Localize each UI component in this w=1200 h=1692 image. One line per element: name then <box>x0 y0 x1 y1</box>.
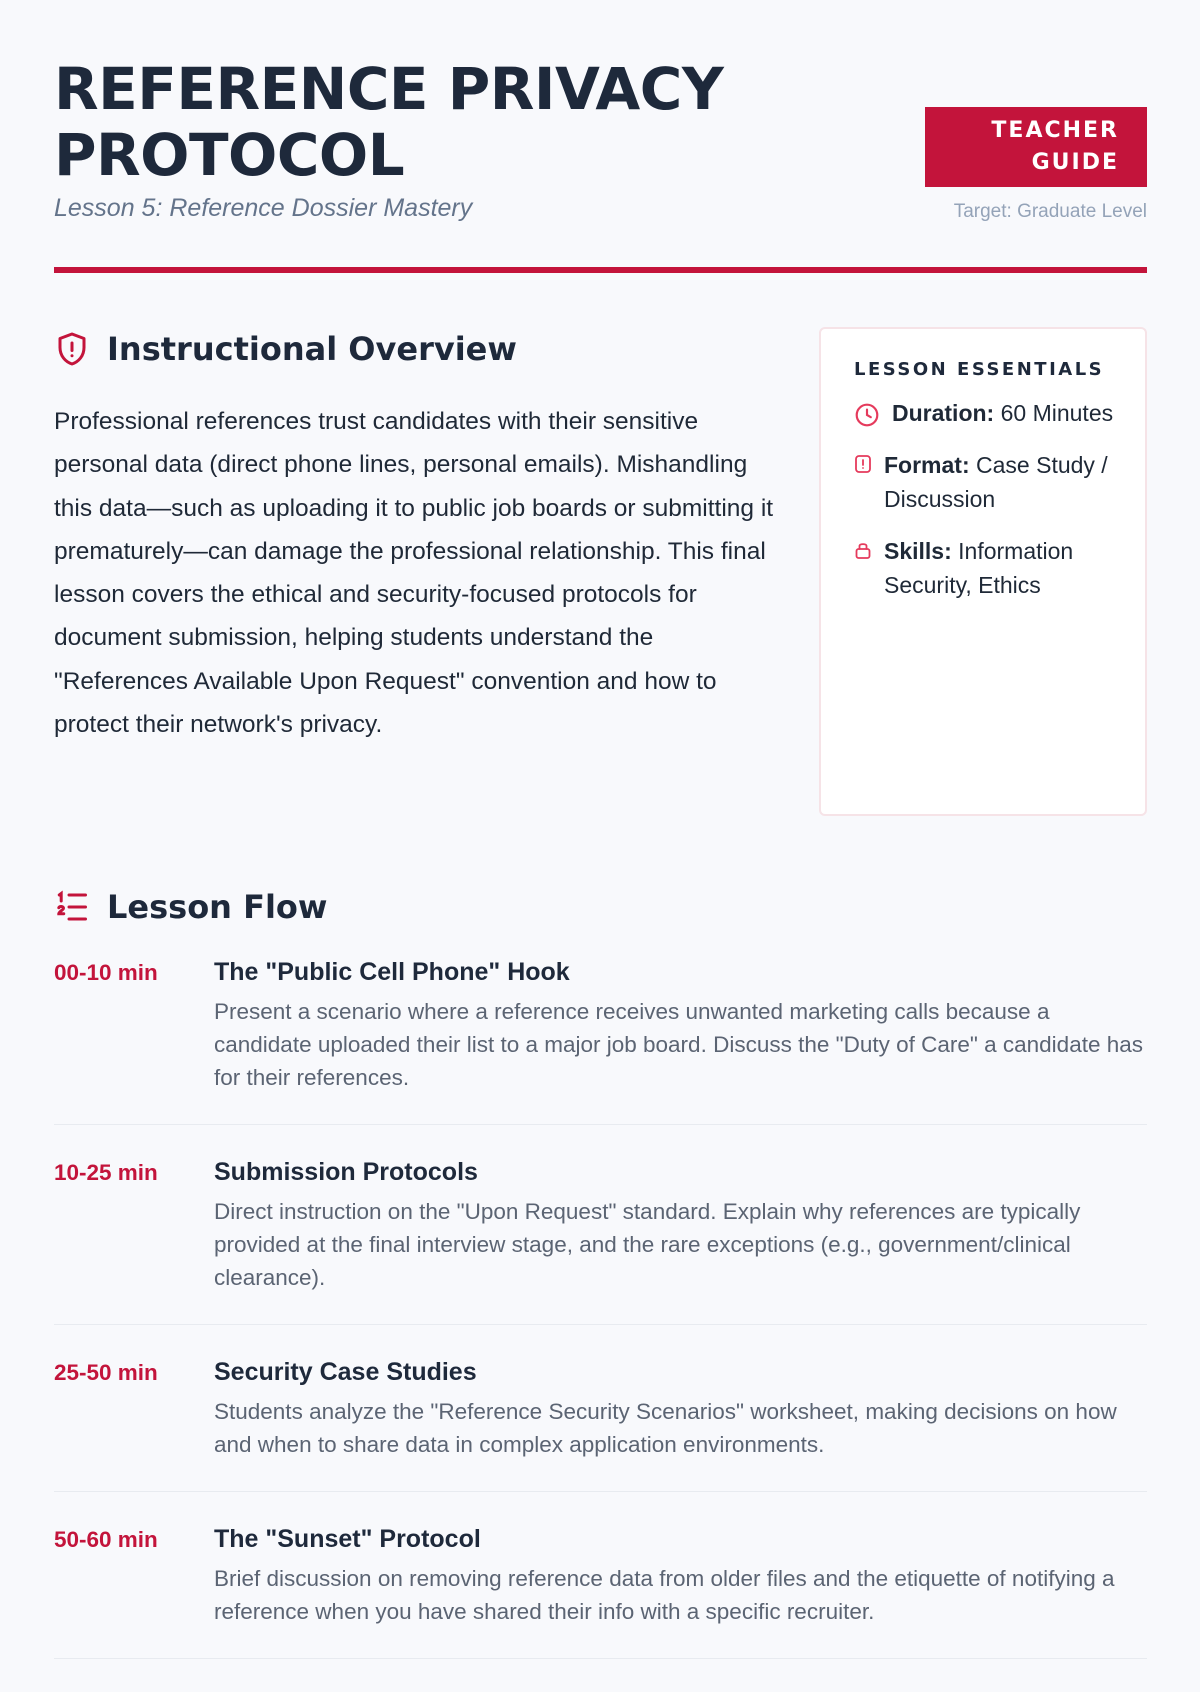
list-item <box>54 1358 1147 1492</box>
flow-title: Security Case Studies <box>214 1358 477 1386</box>
format-label: Format: <box>884 452 970 478</box>
flow-heading: Lesson Flow <box>107 888 328 926</box>
header-divider <box>54 267 1147 273</box>
page-title: REFERENCE PRIVACY PROTOCOL <box>54 55 724 189</box>
skills-label: Skills: <box>884 538 952 564</box>
list-item <box>54 1158 1147 1325</box>
list-item <box>54 1525 1147 1659</box>
flow-title: The "Sunset" Protocol <box>214 1525 481 1553</box>
flow-body <box>214 1525 1147 1628</box>
flow-description: Brief discussion on removing reference data from older files and the etiquette of notifying a reference when you have shared their info with a specific recruiter. <box>214 1566 1115 1624</box>
format-value: Case Study / Discussion <box>884 452 1108 512</box>
essential-duration <box>854 396 1124 430</box>
flow-description: Present a scenario where a reference receives unwanted marketing calls because a candidate uploaded their list to a major job board. Discuss the "Duty of Care" a candidate has for their references. <box>214 999 1144 1090</box>
shield-alert-icon <box>54 331 90 367</box>
flow-time: 00-10 min <box>54 960 158 985</box>
page-header <box>54 56 1147 230</box>
lesson-essentials-card <box>819 327 1147 816</box>
target-level: Target: Graduate Level <box>953 201 1147 222</box>
flow-title: The "Public Cell Phone" Hook <box>214 958 570 986</box>
overview-heading-row <box>54 330 517 368</box>
numbered-list-icon <box>54 889 90 925</box>
document-icon <box>854 454 872 474</box>
duration-value: 60 Minutes <box>1000 400 1114 426</box>
flow-title: Submission Protocols <box>214 1158 478 1186</box>
lesson-flow-list <box>54 958 1147 1692</box>
flow-description: Students analyze the "Reference Security Scenarios" worksheet, making decisions on how and when to share data in complex application environments. <box>214 1399 1117 1457</box>
flow-description: Direct instruction on the "Upon Request" standard. Explain why references are typically provided at the final interview stage, and the rare exceptions (e.g., government/clinical clearance). <box>214 1199 1081 1290</box>
overview-heading: Instructional Overview <box>107 330 517 368</box>
flow-time: 50-60 min <box>54 1527 158 1552</box>
lesson-subtitle: Lesson 5: Reference Dossier Mastery <box>54 194 473 222</box>
essentials-heading: LESSON ESSENTIALS <box>854 359 1105 380</box>
essential-skills <box>854 534 1124 602</box>
flow-body <box>214 1358 1147 1461</box>
teacher-guide-page <box>54 0 1147 1624</box>
duration-label: Duration: <box>892 400 995 426</box>
list-item <box>54 958 1147 1125</box>
flow-body <box>214 1158 1147 1294</box>
flow-time: 25-50 min <box>54 1360 158 1385</box>
flow-time: 10-25 min <box>54 1160 158 1185</box>
overview-text: Professional references trust candidates with their sensitive personal data (direct phone lines, personal emails). Mishandling this data—such as uploading it to public job boards or submitting it prematurely—can damage the professional relationship. This final lesson covers the ethical and security-focused protocols for document submission, helping students understand the "References Available Upon Request" convention and how to protect their network's privacy. <box>54 408 774 739</box>
flow-heading-row <box>54 888 327 926</box>
skills-value: Information Security, Ethics <box>884 538 1074 598</box>
teacher-guide-badge: TEACHER GUIDE <box>925 107 1147 187</box>
essential-format <box>854 448 1124 516</box>
clock-icon <box>854 402 880 428</box>
lock-icon <box>854 540 872 560</box>
flow-body <box>214 958 1147 1094</box>
